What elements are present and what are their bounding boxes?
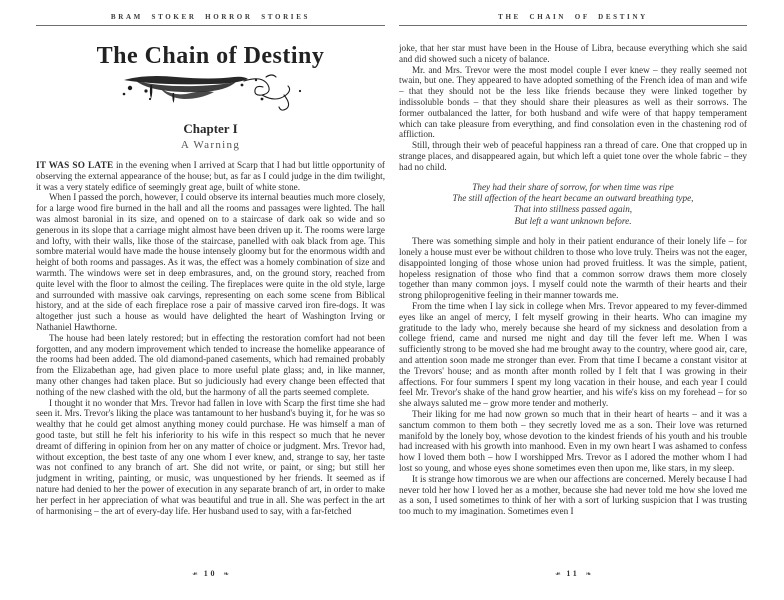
paragraph: Still, through their web of peaceful happiness ran a thread of care. One that cropped up in strange places, and disappeared again, but which left a quiet tone over the whole fabric – they had no child.	[399, 140, 747, 172]
chapter-heading: Chapter I	[183, 121, 238, 136]
paragraph: Their liking for me had now grown so much that in their heart of hearts – and it was a sanctum common to them both – they secretly loved me as a son. Their love was returned manifold by the lonely boy, whose devotion to the kindest friends of his youth and his trouble had increased with his growth into manhood. Even in my own heart I was ashamed to confess how I loved them both – how I worshipped Mrs. Trevor as I adored the mother whom I had lost so young, and whose eyes shone sometimes even then upon me, like stars, in my sleep.	[399, 408, 747, 473]
paragraph: I thought it no wonder that Mrs. Trevor had fallen in love with Scarp the first time she had seen it. Mrs. Trevor's liking the place was tantamount to her husband's buying it, for he was so wealthy that he could get almost anything money could purchase. He was himself a man of good taste, but still he felt his inferiority to his wife in this respect so much that he never dreamt of differing in opinion from her on any matter of choice or judgment. Mrs. Trevor had, without exception, the best taste of any one whom I ever knew, and, strange to say, her taste was not confined to any branch of art. She did not write, or paint, or sing; but still her judgment in writing, painting, or music, was unquestioned by her friends. It seemed as if nature had denied to her the power of execution in any separate branch of art, in order to make her perfect in her appreciation of what was beautiful and true in all. She was perfect in the art of harmonising – the art of every-day life. Her husband used to say, with a far-fetched	[36, 397, 385, 516]
title-flourish-ornament	[36, 71, 385, 111]
story-title: The Chain of Destiny	[96, 43, 325, 69]
page-left	[36, 0, 385, 600]
paragraph: From the time when I lay sick in college when Mrs. Trevor appeared to my fever-dimmed eyes like an angel of mercy, I felt myself growing in their hearts. Who can imagine my gratitude to the lady who, merely because she heard of my sickness and desolation from a college friend, came and nursed me night and day till the fever left me. When I was sufficiently strong to be moved she had me brought away to the country, where good air, care, and attention soon made me stronger than ever. From that time I became a constant visitor at the Trevors' house; and as month after month rolled by I felt that I was growing in their affections. For four summers I spent my long vacation in their house, and each year I could feel Mr. Trevor's shake of the hand grow heartier, and his wife's kiss on my forehead – for so she always saluted me – grow more tender and motherly.	[399, 300, 747, 409]
verse-quote	[399, 182, 747, 228]
verse-line: The still affection of the heart became an outward breathing type,	[452, 192, 694, 203]
body-text-left	[36, 160, 385, 516]
verse-line: But left a want unknown before.	[514, 215, 632, 226]
folio-right	[399, 569, 747, 578]
page-right	[399, 0, 747, 600]
paragraph: joke, that her star must have been in the House of Libra, because everything which she said and did showed such a nicety of balance.	[399, 43, 747, 64]
paragraph-text: in the evening when I arrived at Scarp that I had but little opportunity of observing the external appearance of the house; but, as far as I could judge in the dim twilight, it was a very stately edifice of seemingly great age, built of white stone.	[36, 160, 385, 192]
verse-line: That into stillness passed again,	[513, 204, 633, 215]
paragraph: Mr. and Mrs. Trevor were the most model couple I ever knew – they really seemed not twain, but one. They appeared to have adopted something of the French idea of man and wife – that they should not be the less like friends because they were linked together by indissoluble bonds – that they should share their pleasures as well as their sorrows. The former outbalanced the latter, for both husband and wife were of that happy temperament which can take pleasure from everything, and find consolation even in the chastening rod of affliction.	[399, 64, 747, 140]
lead-phrase: IT WAS SO LATE	[36, 160, 114, 170]
folio-left	[36, 569, 385, 578]
page-number-right: 11	[566, 569, 580, 578]
verse-line: They had their share of sorrow, for when time was ripe	[472, 181, 674, 192]
folio-ornament-icon: ❧	[191, 570, 198, 578]
page-number-left: 10	[203, 569, 218, 578]
folio-ornament-icon: ❧	[223, 570, 230, 578]
paragraph: The house had been lately restored; but in effecting the restoration comfort had not been forgotten, and any modern improvement which tended to increase the homelike appearance of the rooms had been added. The old diamond-paned casements, which had remained probably from the Elizabethan age, had given place to more useful plate glass; and, in like manner, many other changes had taken place. But so judiciously had every change been effected that nothing of the new clashed with the old, but the harmony of all the parts seemed complete.	[36, 332, 385, 397]
paragraph: It is strange how timorous we are when our affections are concerned. Merely because I had never told her how I loved her as a mother, because she had never told me how she loved me as a son, I used sometimes to think of her with a sort of lurking suspicion that I was trusting too much to my imagination. Sometimes even I	[399, 473, 747, 517]
running-head-left: BRAM STOKER HORROR STORIES	[110, 13, 311, 21]
paragraph	[36, 160, 385, 192]
paragraph: There was something simple and holy in their patient endurance of their lonely life – for lonely a house must ever be without children to those who love truly. Theirs was not the eager, disappointed longing of those whose union had proved fruitless. It was the simple, patient, hopeless resignation of those who find that a common sorrow draws them more closely together than many common joys. I myself could note the warmth of their hearts and their strong philoprogenitive feeling in their manner towards me.	[399, 236, 747, 301]
chapter-subtitle: A Warning	[180, 139, 241, 151]
head-rule-left	[36, 25, 385, 26]
folio-ornament-icon: ❧	[554, 570, 561, 578]
paragraph: When I passed the porch, however, I could observe its internal beauties much more closely, for a large wood fire burned in the hall and all the rooms and passages were lighted. The hall was almost baronial in its size, and opened on to a staircase of dark oak so wide and so generous in its slope that a carriage might almost have been driven up it. The rooms were large and lofty, with their walls, like those of the staircase, panelled with oak black from age. This sombre material would have made the house intensely gloomy but for the enormous width and height of both rooms and passages. As it was, the effect was a homely combination of size and warmth. The windows were set in deep embrasures, and, on the ground story, reached from quite level with the floor to almost the ceiling. The fireplaces were quite in the old style, large and surrounded with massive oak carvings, representing on each some scene from Biblical history, and at the side of each fireplace rose a pair of massive carved iron fire-dogs. It was altogether just such a house as would have delighted the heart of Washington Irving or Nathaniel Hawthorne.	[36, 192, 385, 332]
head-rule-right	[399, 25, 747, 26]
body-text-right	[399, 43, 747, 517]
running-head-right: THE CHAIN OF DESTINY	[498, 13, 648, 21]
folio-ornament-icon: ❧	[585, 570, 592, 578]
